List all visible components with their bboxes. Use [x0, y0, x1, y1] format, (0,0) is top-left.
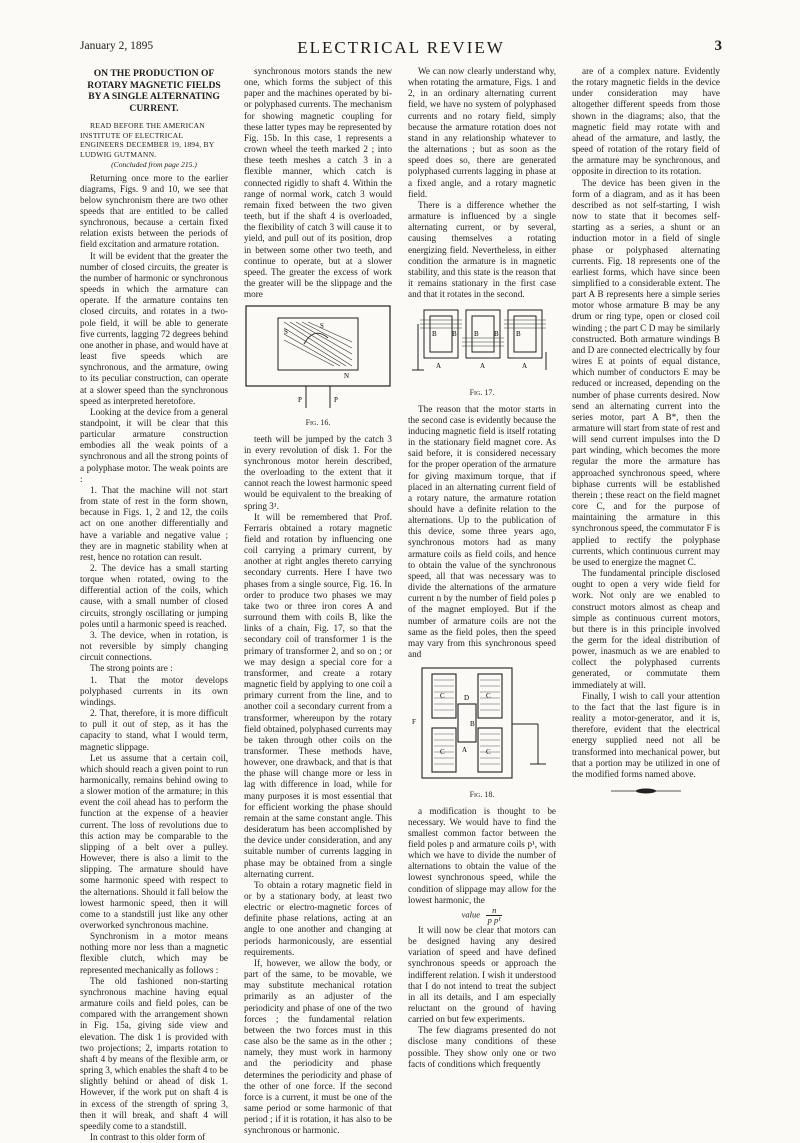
fig17-label-b4: B [494, 330, 499, 339]
fig18-label-b: B [470, 720, 475, 729]
fig17-label-b2: B [452, 330, 457, 339]
paragraph: Finally, I wish to call your attention to the fact that the last figure is in reality a motor-generator, and it is, therefore, evident that the electrical energy supplied need not all be transformed into mechanical power, but that a portion may be utilized in one of the modified forms named above. [572, 690, 720, 779]
fig18-label-c4: C [486, 748, 491, 757]
column-4 [572, 66, 720, 797]
paragraph: 1. That the machine will not start from state of rest in the form shown, because in Figs. 1, 2 and 12, the coils act on one another differentially and have a variable and negative value ; they are in magnetic stability when at rest, hence no rotation can result. [80, 484, 228, 562]
fig16-label-p1: P [298, 396, 302, 405]
continuation-note: (Concluded from page 215.) [111, 160, 197, 170]
paragraph: To obtain a rotary magnetic field in or by a stationary body, at least two electric or electro-magnetic forces of definite phase relations, acting at an angle to one another and changing at periods harmonicously, are essential requirements. [244, 879, 392, 957]
paragraph: The old fashioned non-starting synchronous machine having equal armature coils and field poles, can be compared with the arrangement shown in Fig. 15a, giving side view and elevation. The disk 1 is provided with two projections; 2, imparts rotation to shaft 4 by means of the flexible arm, or spring 3, which enables the shaft 4 to be slightly behind or ahead of disk 1. However, if the work put on shaft 4 is in excess of the strength of spring 3, then it will break, and shaft 4 will speedily come to a standstill. [80, 975, 228, 1131]
paragraph: Let us assume that a certain coil, which should reach a given point to run harmonically, remains behind owing to a slower motion of the armature; in this event the coil ahead has to perform the function at the expense of a heavier current. The loss of revolutions due to this action may be comparable to the slipping of a belt over a pulley. However, there is also a limit to the slipping. The armature should have some harmonic speed with respect to the alternations. Should it fall below the lowest harmonic speed, then it will come to a standstill just like any other overworked synchronous machine. [80, 752, 228, 930]
fig18-label-a: A [462, 746, 468, 755]
issue-date: January 2, 1895 [80, 40, 154, 52]
figure-16 [244, 304, 392, 428]
paragraph: It will be remembered that Prof. Ferraris obtained a rotary magnetic field and rotation by influencing one coil carrying a primary current, by another at right angles thereto carrying secondary currents. Here I have two phases from a single source, Fig. 16. In order to produce two phases we may take two or three iron cores A and surround them with coils B, like the links of a chain, Fig. 17, so that the secondary coil of transformer 1 is the primary of transformer 2, and so on ; or we may design a special core for a transformer, and create a rotary magnetic field by applying to one coil a primary current from the line, and to another coil a secondary current from a transformer, whereupon by the rotary field obtained, polyphased currents may be taken through other coils on the transformer. These methods have, however, one drawback, and that is that the phase will change more or less in lag with difference in load, while for many purposes it is most essential that for efficient working the phase should remain at the same constant angle. This desideratum has been accomplished by the device under consideration, and any suitable number of currents lagging in phase may be obtained from a single alternating current. [244, 511, 392, 879]
column-3 [408, 66, 556, 1070]
fig17-label-a3: A [522, 362, 528, 371]
fig18-label-d: D [464, 694, 470, 703]
paragraph: teeth will be jumped by the catch 3 in every revolution of disk 1. For the synchronous motor herein described, the overloading to the extent that it cannot reach the lowest harmonic speed would be equivalent to the breaking of spring 3¹. [244, 433, 392, 511]
fig18-label-c3: C [440, 748, 445, 757]
fig17-label-b1: B [432, 330, 437, 339]
paragraph: The device has been given in the form of a diagram, and as it has been described as not self-starting, I wish now to state that it becomes self-starting as a series, a shunt or an induction motor in a field of single phase or polyphased alternating currents. Fig. 18 represents one of the earliest forms, which have since been simplified to a considerable extent. The part A B represents here a simple series motor whose armature B may be any drum or ring type, open or closed coil winding ; the part C D may be similarly constructed. Both armature windings B and D are connected electrically by four wires E at points of equal distance, which number of conductors E may be reduced or increased, depending on the number of phase currents desired. Now send an alternating current into the series motor, part A B*, then the armature will start from state of rest and will send current impulses into the D part winding, which becomes the more regular the more the armature has approached synchronous speed, where biphase currents will be established therein ; these react on the field magnet core C, and for the purpose of maintaining the armature in this synchronous speed, the commutator F is applied to rectify the polyphase currents, which continuous current may be used to energize the magnet C. [572, 177, 721, 567]
column-3-top-text [408, 66, 556, 300]
article-title: ON THE PRODUCTION OF ROTARY MAGNETIC FIELDS BY A SINGLE ALTERNATING CURRENT. [87, 68, 221, 114]
journal-title: ELECTRICAL REVIEW [297, 38, 505, 57]
figure-16-diagram [244, 304, 392, 412]
paragraph: Synchronism in a motor means nothing more nor less than a magnetic flexible clutch, which may be represented mechanically as follows : [80, 931, 228, 975]
column-1 [80, 66, 228, 1143]
formula-numerator: n [486, 906, 502, 916]
figure-18-caption: Fig. 18. [469, 790, 495, 800]
end-ornament-rule [611, 788, 681, 794]
paragraph: The reason that the motor starts in the second case is evidently because the inducing magnetic field is itself rotating in the stationary field magnet core. As said before, it is considered necessary for the proper operation of the armature for giving maximum torque, that if placed in an alternating current field of a rotary nature, the armature rotation should have a definite relation to the alternations. Up to the publication of this device, some three years ago, synchronous motors had as many armature coils as field coils, and hence to obtain the value of the synchronous speed, all that was necessary was to divide the alternations of the armature current n by the number of field poles p of the magnet employed. But if the number of armature coils are not the same as the field poles, then the speed may vary from this synchronous speed and [408, 403, 556, 660]
paragraph: In contrast to this older form of [90, 1131, 206, 1142]
paragraph: If, however, we allow the body, or part of the same, to be movable, we may substitute mechanical rotation primarily as an adjuster of the periodicity and phase of one of the two forces ; the fundamental relation between the two forces must in this case also be the same as in the other ; namely, they must work in harmony and the periodicity and phase determines the periodicity and phase of the other of one force. If the second force is a current, it must be one of the same period or some harmonic of that period ; if it is rotation, it has also to be synchronous or harmonic. [244, 957, 392, 1136]
formula-denominator: p p¹ [487, 914, 501, 925]
column-3-bottom-text [408, 806, 556, 906]
paragraph: Returning once more to the earlier diagrams, Figs. 9 and 10, we see that below synchronism there are two other speeds that are entitled to be called synchronous, because a certain fixed relation exists between the periods of field excitation and armature rotation. [80, 172, 228, 250]
figure-18-diagram [408, 664, 556, 784]
paragraph: 2. The device has a small starting torque when rotated, owing to the differential action of the coils, which cause, with a small number of closed circuits, strongly oscillating or jumping poles until a harmonic speed is reached. [80, 563, 228, 629]
column-2-top-text [244, 66, 392, 300]
paragraph: 3. The device, when in rotation, is not reversible by simply changing circuit connections. [80, 629, 228, 663]
paragraph: The few diagrams presented do not disclose many conditions of these possible. They show only one or two facts of conditions which frequently [408, 1025, 556, 1069]
paragraph: We can now clearly understand why, when rotating the armature, Figs. 1 and 2, in an ordinary alternating current field, we have no system of polyphased currents and no rotary field, simply because the armature rotation does not stand in any relationship whatever to the alternations ; but as soon as the speed does so, there are generated polyphased currents lagging in phase at a fixed angle, and a rotary magnetic field. [408, 66, 556, 199]
formula [408, 906, 556, 925]
end-ornament [572, 786, 720, 797]
column-2 [244, 66, 392, 1136]
running-header [80, 38, 722, 62]
paragraph: It will be evident that the greater the number of closed circuits, the greater is the number of harmonic or synchronous speeds in which the armature can operate. If the armature contains ten closed circuits, and rotates in a two-pole field, it will be able to generate five currents, lagging 72 degrees behind one another in phase, and would have at least five speeds which are synchronous, and the armature, owing to its peculiar construction, can operate at a slower speed than the synchronous speed as interpreted heretofore. [80, 250, 228, 406]
paragraph: a modification is thought to be necessary. We would have to find the smallest common factor between the field poles p and armature coils p¹, with which we have to divide the number of alternations to obtain the value of the lowest synchronous speed, while the condition of slippage may allow for the lowest harmonic, the [408, 805, 556, 905]
fig16-label-s1: S [284, 328, 288, 337]
fig18-label-f: F [412, 718, 416, 727]
fig16-label-p2: P [334, 396, 338, 405]
paragraph: The strong points are : [90, 663, 173, 674]
paragraph: Looking at the device from a general standpoint, it will be clear that this particular armature construction embodies all the weak points of a synchronous and all the strong points of a polyphase motor. The weak points are : [80, 406, 228, 484]
fig16-label-n: N [344, 372, 350, 381]
column-4-body [572, 66, 720, 780]
page-number: 3 [714, 38, 722, 54]
fig17-label-a2: A [480, 362, 486, 371]
paragraph: The fundamental principle disclosed ought to open a very wide field for work. Not only are we enabled to construct motors almost as cheap and simple as continuous current motors, but there is in this principle involved the germ for the ideal distribution of power, inasmuch as we are enabled to collect the polyphased currents generated, or commutate them immediately at will. [572, 568, 720, 690]
paragraph: 1. That the motor develops polyphased currents in its own windings. [80, 674, 228, 707]
formula-prefix: value [461, 909, 481, 920]
fig17-label-a1: A [436, 362, 442, 371]
paragraph: synchronous motors stands the new one, which forms the subject of this paper and the machines operated by bi- or polyphased currents. The mechanism for showing magnetic coupling for these latter types may be represented by Fig. 15b. In this case, 1 represents a crown wheel the teeth marked 2 ; into these teeth meshes a catch 3 in a flexible manner, which catch is connected rigidly to shaft 4. Within the range of normal work, catch 3 would remain fixed between the two given teeth, but if the shaft 4 is overloaded, the flexibility of catch 3 will cause it to yield, and pull out of its position, drop in between some other two teeth, and continue to operate, but at a slower speed. The greater the excess of work the greater will be the slippage and the more [244, 66, 392, 300]
figure-16-caption: Fig. 16. [305, 418, 331, 428]
fig18-label-c2: C [486, 692, 491, 701]
paragraph: There is a difference whether the armature is influenced by a single alternating current, or by several, causing themselves a rotating energizing field. Nevertheless, in either condition the armature is in magnetic stability, and this state is the reason that it remains stationary in the first case and that it rotates in the second. [408, 199, 556, 300]
column-3-end-text [408, 925, 556, 1070]
fig17-label-b5: B [516, 330, 521, 339]
paragraph: It will now be clear that motors can be designed having any desired variation of speed and have defined synchronous speeds or approach the indifferent relation. I wish it understood that I do not intend to treat the subject in all its details, and I am especially reluctant on the ground of having carried on but few experiments. [408, 924, 556, 1025]
figure-17-diagram [408, 304, 556, 382]
column-2-bottom-text [244, 434, 392, 1137]
article-byline: READ BEFORE THE AMERICAN INSTITUTE OF ELECTRICAL ENGINEERS DECEMBER 19, 1894, BY LUDWIG GUTMANN. [80, 121, 215, 159]
fig16-label-s2: S [320, 322, 324, 331]
fig18-label-c1: C [440, 692, 445, 701]
column-3-middle-text [408, 404, 556, 661]
fig17-label-b3: B [474, 330, 479, 339]
paragraph: 2. That, therefore, it is more difficult to pull it out of step, as it has the capacity to stand, what I would term, magnetic slippage. [80, 708, 228, 752]
paragraph: are of a complex nature. Evidently the rotary magnetic fields in the device under consideration may have altogether different speeds from those shown in the diagrams; also, that the magnetic field may rotate with and ahead of the armature, and lastly, the speed of rotation of the rotary field of the armature may be synchronous, and opposite in direction to its rotation. [572, 66, 720, 177]
figure-17 [408, 304, 556, 398]
figure-18 [408, 664, 556, 800]
figure-17-caption: Fig. 17. [469, 388, 495, 398]
column-1-body [80, 173, 228, 1143]
